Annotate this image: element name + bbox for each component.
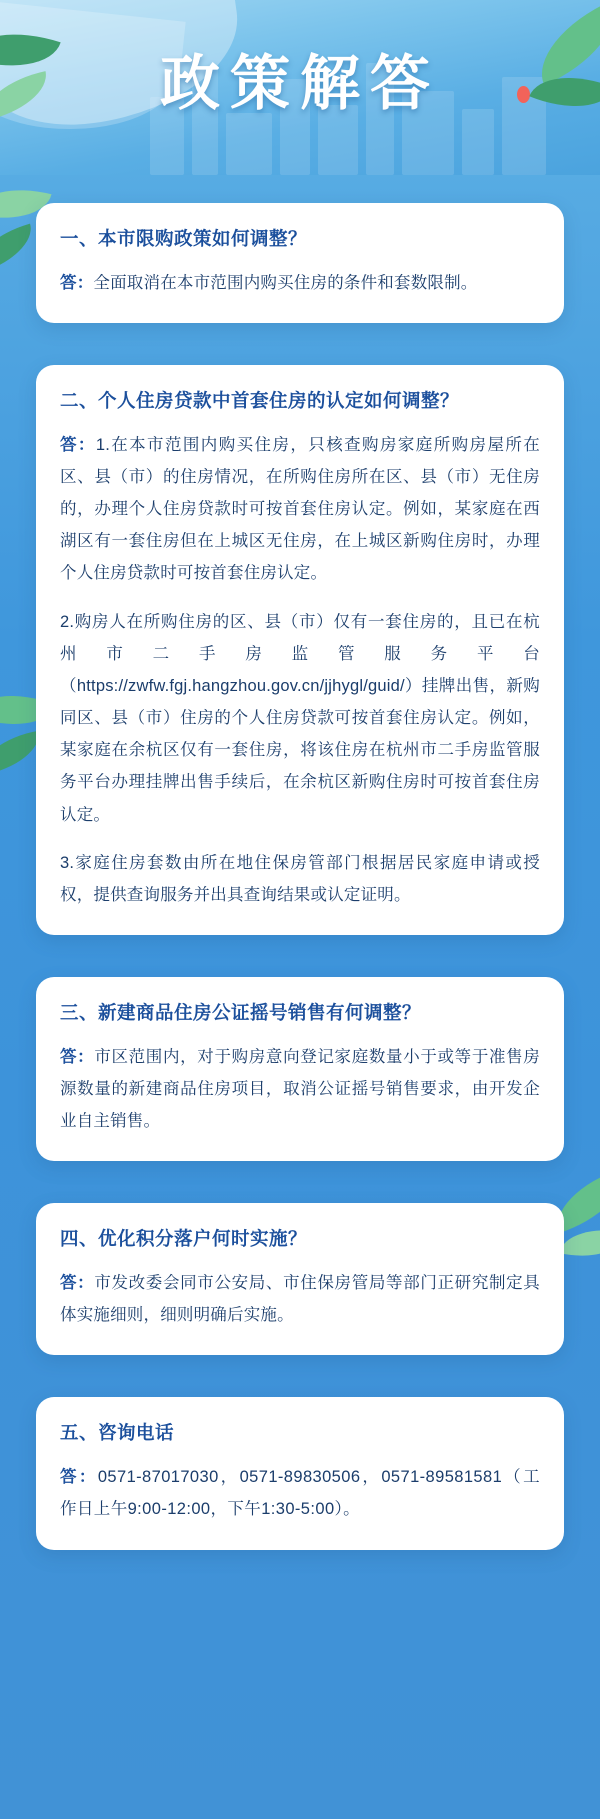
- faq-question: 三、新建商品住房公证摇号销售有何调整？: [60, 1002, 422, 1024]
- faq-answer: [60, 267, 540, 299]
- hero-banner: [0, 0, 600, 175]
- faq-card: [36, 1203, 564, 1355]
- faq-answer: [60, 1041, 540, 1138]
- answer-text: 市区范围内，对于购房意向登记家庭数量小于或等于准售房源数量的新建商品住房项目，取消公证摇号销售要求，由开发企业自主销售。: [60, 1047, 541, 1131]
- faq-question: 四、优化积分落户何时实施？: [60, 1228, 308, 1250]
- answer-label: 答：: [60, 1047, 95, 1066]
- answer-label: 答：: [60, 1468, 98, 1487]
- answer-label: 答：: [60, 273, 94, 292]
- faq-answer: [60, 1461, 540, 1525]
- faq-card: [36, 365, 564, 935]
- faq-answer: [60, 606, 540, 831]
- answer-text: 2.购房人在所购住房的区、县（市）仅有一套住房的，且已在杭州市二手房监管服务平台（https://zwfw.fgj.hangzhou.gov.cn/jjhygl/guid/）挂牌出售，新购同区、县（市）住房的个人住房贷款可按首套住房认定。例如，某家庭在余杭区仅有一套住房，将该住房在杭州市二手房监管服务平台办理挂牌出售手续后，在余杭区新购住房时可按首套住房认定。: [60, 612, 540, 824]
- faq-question: 二、个人住房贷款中首套住房的认定如何调整？: [60, 389, 460, 411]
- faq-answer: [60, 1267, 540, 1331]
- answer-text: 市发改委会同市公安局、市住保房管局等部门正研究制定具体实施细则，细则明确后实施。: [60, 1274, 541, 1325]
- faq-question: 五、咨询电话: [60, 1422, 175, 1444]
- page-title: 政策解答: [160, 51, 440, 117]
- faq-question: 一、本市限购政策如何调整？: [60, 228, 308, 249]
- answer-label: 答：: [60, 435, 96, 454]
- answer-text: 3.家庭住房套数由所在地住保房管部门根据居民家庭申请或授权，提供查询服务并出具查询结果或认定证明。: [60, 853, 540, 904]
- faq-answer: [60, 429, 540, 590]
- answer-text: 0571-87017030，0571-89830506，0571-89581581（工作日上午9:00-12:00，下午1:30-5:00）。: [60, 1468, 540, 1519]
- answer-text: 全面取消在本市范围内购买住房的条件和套数限制。: [93, 273, 478, 292]
- faq-card: [36, 977, 564, 1161]
- faq-card: [36, 1397, 564, 1549]
- faq-card-list: [0, 175, 600, 1648]
- faq-answer: [60, 847, 540, 911]
- answer-label: 答：: [60, 1274, 95, 1293]
- faq-card: [36, 203, 564, 323]
- answer-text: 1.在本市范围内购买住房，只核查购房家庭所购房屋所在区、县（市）的住房情况，在所购住房所在区、县（市）无住房的，办理个人住房贷款时可按首套住房认定。例如，某家庭在西湖区有一套住房但在上城区无住房，在上城区新购住房时，办理个人住房贷款时可按首套住房认定。: [60, 435, 540, 583]
